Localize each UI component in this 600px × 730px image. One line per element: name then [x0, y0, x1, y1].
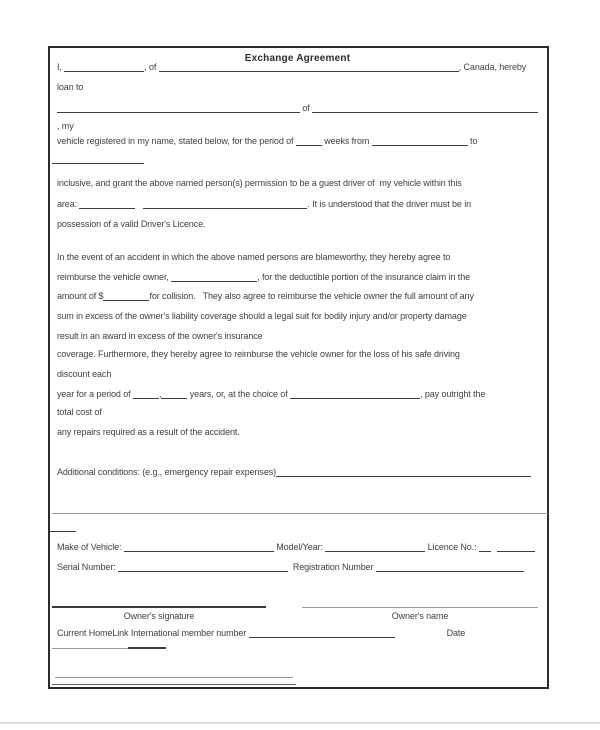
serial-registration-line	[57, 560, 524, 575]
text-segment: for collision. They also agree to reimburse the vehicle owner the full amount of any	[149, 291, 474, 301]
text-segment: amount of $	[57, 291, 104, 301]
text-segment: , Canada, hereby	[458, 62, 527, 72]
page-edge-line	[0, 722, 600, 724]
member-number-line	[57, 626, 465, 641]
text-segment: area:	[57, 199, 80, 209]
text-segment: vehicle registered in my name, stated below, for the period of	[57, 136, 296, 146]
spacer	[135, 206, 143, 207]
blank-field	[497, 541, 535, 552]
blank-field	[296, 135, 322, 146]
text-segment: years, or, at the choice of	[187, 389, 291, 399]
text-segment: In the event of an accident in which the above named persons are blameworthy, they hereby agree to	[57, 252, 451, 262]
text-segment: reimburse the vehicle owner,	[57, 272, 172, 282]
blank-field	[372, 135, 468, 146]
period-end-date-rule	[52, 163, 144, 164]
guest-driver-line	[57, 176, 462, 191]
repairs-line	[57, 425, 240, 440]
repayment-period-line	[57, 387, 485, 402]
liability-line	[57, 309, 467, 324]
text-segment: to	[467, 136, 478, 146]
text-segment: , pay outright the	[420, 389, 486, 399]
accident-intro-line	[57, 250, 450, 265]
text-segment: Exchange Agreement	[244, 53, 351, 64]
text-segment: of	[300, 103, 313, 113]
blank-field	[249, 627, 395, 638]
conditions-rule-short	[50, 531, 76, 532]
member-number-rule-dark	[128, 647, 166, 649]
text-segment: Serial Number:	[57, 562, 119, 572]
blank-field	[64, 61, 144, 72]
deductible-amount-line	[57, 289, 474, 304]
text-segment: I,	[57, 62, 65, 72]
text-segment: Make of Vehicle:	[57, 542, 124, 552]
blank-field	[124, 541, 274, 552]
blank-field	[312, 102, 538, 113]
text-segment: , of	[144, 62, 159, 72]
my-line	[57, 119, 74, 134]
owner-signature-line	[52, 606, 266, 608]
agreement-form	[48, 46, 549, 689]
total-cost-line	[57, 405, 102, 420]
borrower-name-line	[57, 101, 538, 116]
blank-field	[118, 561, 288, 572]
owner-signature-label: Owner's signature	[123, 611, 195, 621]
text-segment: loan to	[57, 82, 84, 92]
blank-field	[158, 388, 187, 399]
footer-rule-1	[55, 677, 293, 678]
text-segment: Date	[446, 628, 466, 638]
blank-field	[133, 388, 162, 399]
text-segment: total cost of	[57, 407, 102, 417]
text-segment: ,	[158, 389, 162, 399]
discount-line	[57, 367, 111, 382]
conditions-rule-long	[52, 513, 548, 514]
licence-possession-line	[57, 217, 205, 232]
text-segment: Additional conditions: (e.g., emergency repair expenses)	[57, 467, 277, 477]
blank-field	[57, 102, 300, 113]
text-segment: , for the deductible portion of the insurance claim in the	[257, 272, 471, 282]
blank-field	[79, 198, 135, 209]
text-segment: discount each	[57, 369, 112, 379]
blank-field	[276, 466, 531, 477]
blank-field	[325, 541, 425, 552]
owner-name-line	[302, 607, 538, 608]
blank-field	[376, 561, 524, 572]
text-segment: weeks from	[321, 136, 372, 146]
blank-field	[143, 198, 307, 209]
text-segment: sum in excess of the owner's liability coverage should a legal suit for bodily injury and/or property damage	[57, 311, 467, 321]
spacer	[395, 635, 447, 636]
text-segment: , my	[57, 121, 74, 131]
blank-field	[479, 541, 491, 552]
safe-driving-line	[57, 347, 460, 362]
area-line	[57, 197, 471, 212]
text-segment: Model/Year:	[273, 542, 326, 552]
text-segment: Licence No.:	[425, 542, 479, 552]
footer-rule-2	[52, 684, 296, 685]
vehicle-details-line	[57, 540, 535, 555]
text-segment: possession of a valid Driver's Licence.	[57, 219, 206, 229]
text-segment: any repairs required as a result of the accident.	[57, 427, 240, 437]
owner-name-label: Owner's name	[391, 611, 449, 621]
text-segment: coverage. Furthermore, they hereby agree to reimburse the vehicle owner for the loss of his safe driving	[57, 349, 460, 359]
vehicle-period-line	[57, 134, 477, 149]
text-segment: Registration Number	[288, 562, 376, 572]
text-segment: inclusive, and grant the above named person(s) permission to be a guest driver of my vehicle within this	[57, 178, 462, 188]
blank-field	[103, 290, 149, 301]
text-segment: result in an award in excess of the owner's insurance	[57, 331, 263, 341]
award-line	[57, 329, 263, 344]
blank-field	[171, 271, 257, 282]
reimburse-owner-line	[57, 270, 470, 285]
loan-to-line	[57, 80, 83, 95]
text-segment: Current HomeLink International member number	[57, 628, 249, 638]
blank-field	[159, 61, 459, 72]
text-segment: year for a period of	[57, 389, 133, 399]
additional-conditions-line	[57, 465, 531, 480]
blank-field	[290, 388, 420, 399]
party-intro-line	[57, 60, 526, 75]
text-segment: . It is understood that the driver must be in	[307, 199, 472, 209]
